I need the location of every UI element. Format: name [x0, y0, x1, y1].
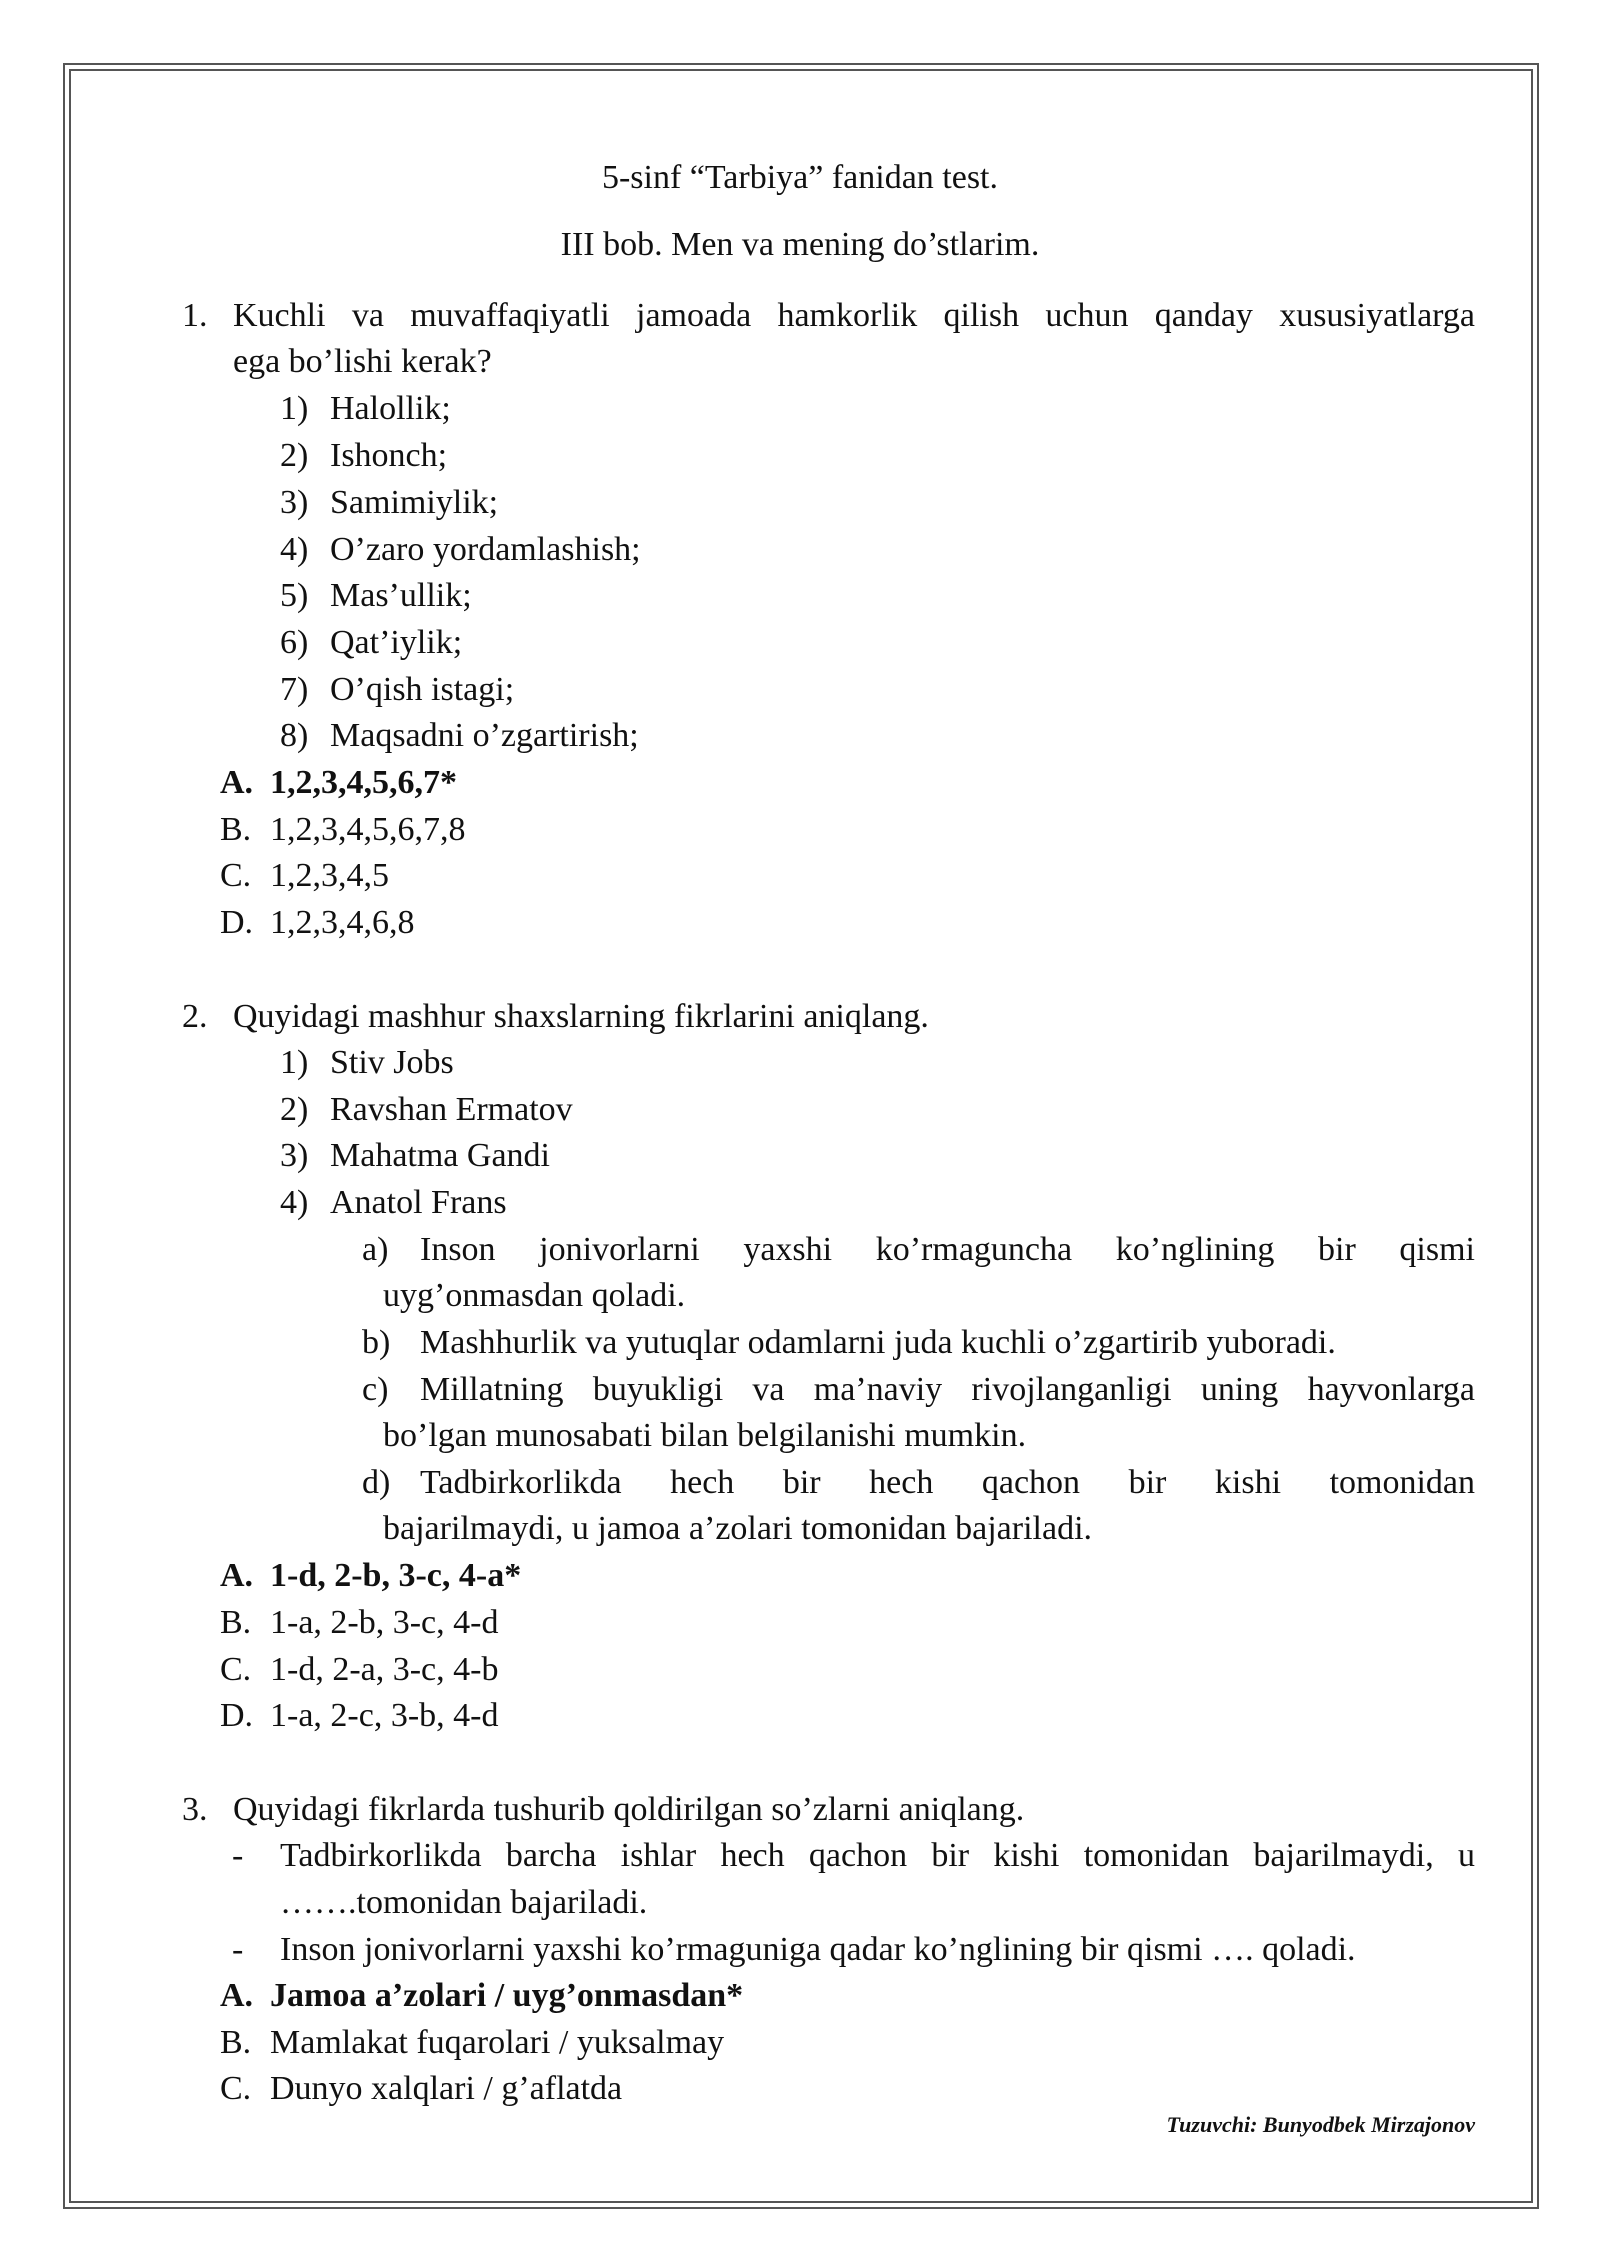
option-letter: C. [220, 1651, 252, 1688]
author-credit: Tuzuvchi: Bunyodbek Mirzajonov [1166, 2112, 1475, 2137]
quote-letter: d) [362, 1464, 391, 1501]
item-number: 7) [280, 671, 309, 708]
item-text: Mas’ullik; [330, 577, 472, 614]
question-number: 3. [182, 1791, 208, 1828]
chapter-subtitle: III bob. Men va mening do’stlarim. [560, 226, 1040, 263]
question-text: ega bo’lishi kerak? [233, 343, 492, 380]
option-text: 1-a, 2-b, 3-c, 4-d [270, 1604, 499, 1641]
item-text: Samimiylik; [330, 484, 499, 521]
question-number: 1. [182, 297, 208, 334]
option-letter: B. [220, 2024, 252, 2061]
option-letter: A. [220, 1557, 254, 1594]
option-letter: B. [220, 1604, 252, 1641]
option-letter: B. [220, 811, 252, 848]
question-text: Quyidagi mashhur shaxslarning fikrlarini aniqlang. [233, 998, 929, 1035]
bullet-dash: - [232, 1837, 244, 1874]
option-letter: A. [220, 1977, 254, 2014]
sentence-text: …….tomonidan bajariladi. [280, 1884, 648, 1921]
option-text: 1-d, 2-b, 3-c, 4-a* [270, 1557, 522, 1594]
sentence-text: Tadbirkorlikda barcha ishlar hech qachon bir kishi tomonidan bajarilmaydi, u [280, 1837, 1475, 1874]
option-text: Dunyo xalqlari / g’aflatda [270, 2070, 623, 2107]
item-number: 2) [280, 1091, 309, 1128]
option-text: 1,2,3,4,5,6,7* [270, 764, 457, 801]
quote-letter: c) [362, 1371, 389, 1408]
question-text: Kuchli va muvaffaqiyatli jamoada hamkorlik qilish uchun qanday xususiyatlarga [233, 297, 1475, 334]
quote-text: Tadbirkorlikda hech bir hech qachon bir kishi tomonidan [420, 1464, 1475, 1501]
option-text: 1,2,3,4,6,8 [270, 904, 415, 941]
quote-text: uyg’onmasdan qoladi. [383, 1277, 686, 1314]
item-text: Anatol Frans [330, 1184, 507, 1221]
item-number: 6) [280, 624, 309, 661]
item-number: 2) [280, 437, 309, 474]
option-text: 1,2,3,4,5,6,7,8 [270, 811, 466, 848]
item-text: O’qish istagi; [330, 671, 515, 708]
option-letter: C. [220, 2070, 252, 2107]
item-text: O’zaro yordamlashish; [330, 531, 641, 568]
item-number: 4) [280, 531, 309, 568]
item-text: Stiv Jobs [330, 1044, 454, 1081]
quote-letter: a) [362, 1231, 389, 1268]
quote-text: bajarilmaydi, u jamoa a’zolari tomonidan bajariladi. [383, 1510, 1093, 1547]
item-text: Ishonch; [330, 437, 448, 474]
quote-text: Mashhurlik va yutuqlar odamlarni juda kuchli o’zgartirib yuboradi. [420, 1324, 1336, 1361]
question-text: Quyidagi fikrlarda tushurib qoldirilgan so’zlarni aniqlang. [233, 1791, 1025, 1828]
item-number: 3) [280, 484, 309, 521]
option-letter: A. [220, 764, 254, 801]
item-number: 4) [280, 1184, 309, 1221]
option-text: Mamlakat fuqarolari / yuksalmay [270, 2024, 725, 2061]
option-letter: D. [220, 1697, 254, 1734]
sentence-text: Inson jonivorlarni yaxshi ko’rmaguniga qadar ko’nglining bir qismi …. qoladi. [280, 1931, 1356, 1968]
item-text: Ravshan Ermatov [330, 1091, 573, 1128]
quote-text: Inson jonivorlarni yaxshi ko’rmaguncha ko’nglining bir qismi [420, 1231, 1475, 1268]
item-number: 1) [280, 390, 309, 427]
page-title: 5-sinf “Tarbiya” fanidan test. [601, 159, 998, 196]
option-text: 1-a, 2-c, 3-b, 4-d [270, 1697, 499, 1734]
item-number: 1) [280, 1044, 309, 1081]
option-letter: D. [220, 904, 254, 941]
option-letter: C. [220, 857, 252, 894]
item-number: 8) [280, 717, 309, 754]
item-number: 3) [280, 1137, 309, 1174]
item-text: Maqsadni o’zgartirish; [330, 717, 639, 754]
quote-letter: b) [362, 1324, 391, 1361]
item-text: Qat’iylik; [330, 624, 463, 661]
item-text: Halollik; [330, 390, 451, 427]
item-number: 5) [280, 577, 309, 614]
option-text: 1-d, 2-a, 3-c, 4-b [270, 1651, 499, 1688]
option-text: Jamoa a’zolari / uyg’onmasdan* [270, 1977, 744, 2014]
option-text: 1,2,3,4,5 [270, 857, 389, 894]
bullet-dash: - [232, 1931, 244, 1968]
quote-text: Millatning buyukligi va ma’naviy rivojlanganligi uning hayvonlarga [420, 1371, 1475, 1408]
question-number: 2. [182, 998, 208, 1035]
item-text: Mahatma Gandi [330, 1137, 550, 1174]
quote-text: bo’lgan munosabati bilan belgilanishi mumkin. [383, 1417, 1027, 1454]
